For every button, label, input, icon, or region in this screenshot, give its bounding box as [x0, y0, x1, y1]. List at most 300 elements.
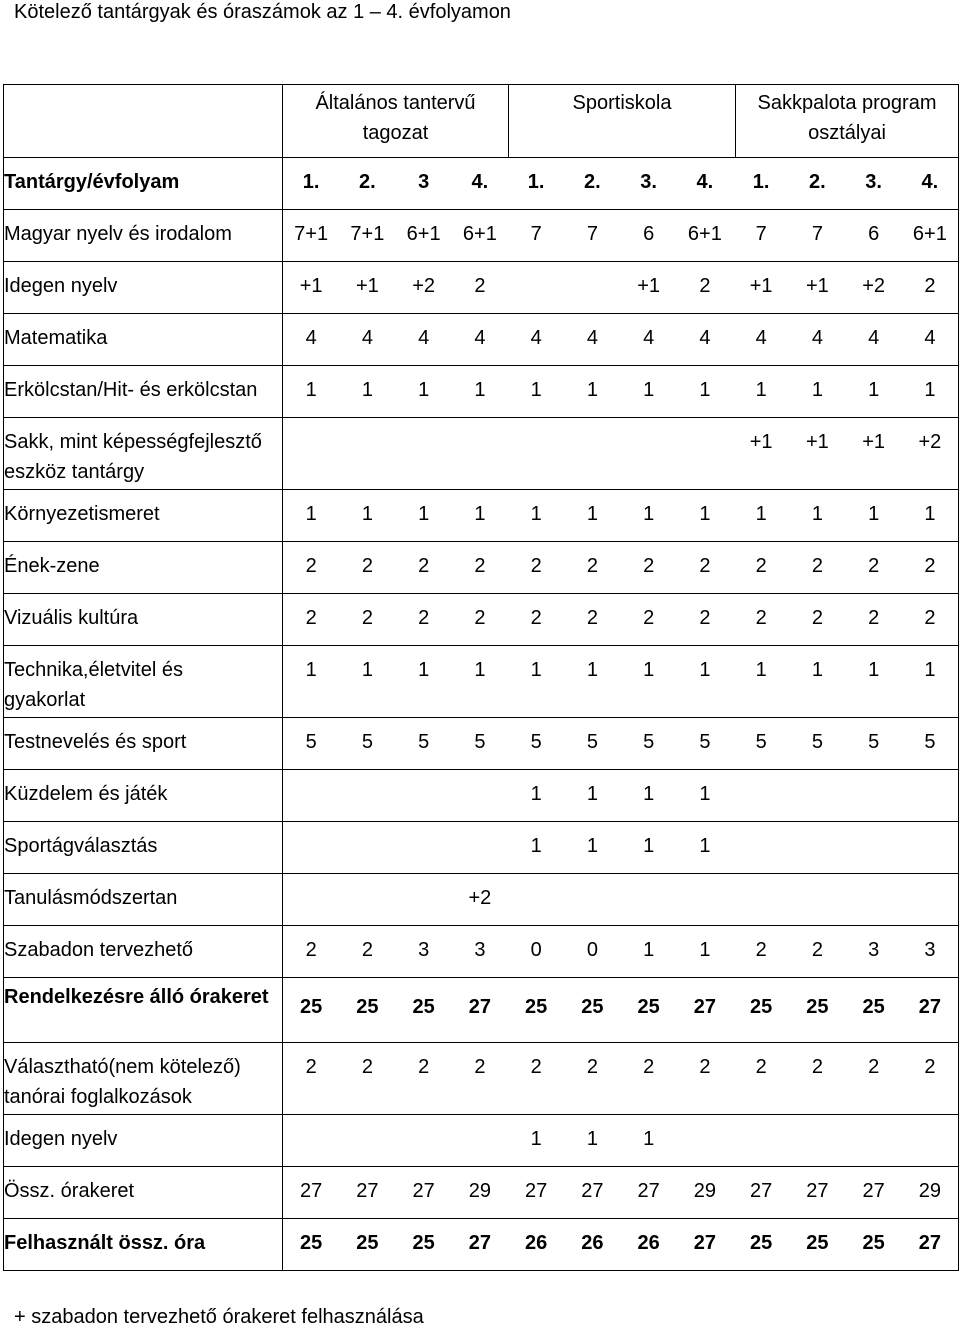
- hours-value: 2: [305, 1056, 317, 1078]
- table-row: [4, 874, 959, 926]
- page-title: Kötelező tantárgyak és óraszámok az 1 – 4. évfolyamon: [14, 1, 511, 23]
- program-chess-header: [736, 85, 959, 158]
- hours-value: 1: [530, 835, 542, 857]
- hours-value: 25: [412, 996, 435, 1018]
- hours-value: [339, 883, 395, 926]
- hours-value: 4: [586, 327, 598, 349]
- hours-value: 4: [361, 327, 373, 349]
- subject-name: Tanulásmódszertan: [4, 887, 178, 909]
- grade-header-cell: 3.: [640, 171, 657, 193]
- hours-value: [902, 831, 958, 874]
- subject-cell: [4, 418, 283, 490]
- hours-value: 27: [862, 1180, 885, 1202]
- subject-name: Magyar nyelv és irodalom: [4, 223, 232, 245]
- subject-name: Felhasznált össz. óra: [4, 1232, 206, 1254]
- subject-cell: [4, 822, 283, 874]
- hours-value: 2: [474, 1056, 486, 1078]
- hours-value: 27: [412, 1180, 435, 1202]
- hours-value: 25: [356, 996, 379, 1018]
- hours-value: 27: [750, 1180, 773, 1202]
- table-row: [4, 1219, 959, 1271]
- hours-value: [564, 427, 620, 490]
- hours-value: 1: [811, 659, 823, 681]
- hours-value: +1: [805, 431, 829, 453]
- hours-value: +1: [355, 275, 379, 297]
- hours-value: [789, 1124, 845, 1167]
- hours-value: 25: [412, 1232, 435, 1254]
- hours-value: 27: [693, 1232, 716, 1254]
- hours-value: +2: [468, 887, 492, 909]
- hours-value: 5: [924, 731, 936, 753]
- hours-value: +1: [749, 431, 773, 453]
- hours-cell: [283, 542, 959, 594]
- hours-value: [283, 427, 339, 490]
- hours-value: 1: [868, 659, 880, 681]
- subject-name: Idegen nyelv: [4, 1128, 118, 1150]
- hours-value: 5: [811, 731, 823, 753]
- hours-value: 1: [474, 659, 486, 681]
- hours-value: 2: [699, 607, 711, 629]
- hours-cell: [283, 926, 959, 978]
- hours-value: 5: [699, 731, 711, 753]
- hours-value: 2: [361, 555, 373, 577]
- hours-value: 1: [699, 939, 711, 961]
- hours-value: [846, 883, 902, 926]
- grade-header-cell: 3: [418, 171, 430, 193]
- hours-value: [508, 271, 564, 314]
- hours-value: 5: [643, 731, 655, 753]
- hours-value: 27: [356, 1180, 379, 1202]
- subject-cell: [4, 874, 283, 926]
- subject-cell: [4, 926, 283, 978]
- subject-cell: [4, 366, 283, 418]
- hours-value: [846, 831, 902, 874]
- hours-value: 2: [811, 939, 823, 961]
- table-row: [4, 366, 959, 418]
- subject-name: Testnevelés és sport: [4, 731, 187, 753]
- hours-value: +1: [862, 431, 886, 453]
- hours-value: [508, 883, 564, 926]
- hours-value: [508, 427, 564, 490]
- table-row: [4, 978, 959, 1043]
- hours-value: 3: [868, 939, 880, 961]
- hours-value: 5: [755, 731, 767, 753]
- hours-value: +1: [299, 275, 323, 297]
- hours-cell: [283, 594, 959, 646]
- hours-value: [789, 831, 845, 874]
- hours-cell: [283, 1219, 959, 1271]
- subject-name: Erkölcstan/Hit- és erkölcstan: [4, 379, 258, 401]
- hours-value: 26: [581, 1232, 604, 1254]
- subject-cell: [4, 1167, 283, 1219]
- hours-value: 6+1: [687, 223, 722, 245]
- hours-cell: [283, 874, 959, 926]
- hours-value: 1: [305, 659, 317, 681]
- hours-value: [283, 779, 339, 822]
- table-row: [4, 926, 959, 978]
- hours-value: 25: [806, 996, 829, 1018]
- footnote: + szabadon tervezhető órakeret felhasználása: [14, 1306, 424, 1328]
- hours-value: 3: [924, 939, 936, 961]
- grade-header-cell: 1.: [302, 171, 320, 193]
- hours-value: 2: [361, 1056, 373, 1078]
- hours-value: [564, 271, 620, 314]
- hours-value: 6+1: [912, 223, 947, 245]
- hours-value: [339, 779, 395, 822]
- hours-value: 2: [418, 607, 430, 629]
- program-chess-line2: osztályai: [808, 122, 886, 144]
- program-general-header: [283, 85, 509, 158]
- hours-value: 27: [581, 1180, 604, 1202]
- hours-value: [396, 1124, 452, 1167]
- hours-value: 29: [693, 1180, 716, 1202]
- subject-name: Idegen nyelv: [4, 275, 118, 297]
- hours-value: 2: [811, 607, 823, 629]
- grade-header-values: [283, 158, 959, 210]
- hours-value: 2: [643, 1056, 655, 1078]
- hours-value: [789, 779, 845, 822]
- hours-value: 5: [305, 731, 317, 753]
- hours-value: 5: [361, 731, 373, 753]
- hours-value: 2: [755, 1056, 767, 1078]
- hours-cell: [283, 822, 959, 874]
- hours-value: 27: [806, 1180, 829, 1202]
- hours-value: 5: [474, 731, 486, 753]
- hours-value: 2: [305, 555, 317, 577]
- subject-name: Össz. órakeret: [4, 1180, 135, 1202]
- hours-cell: [283, 1167, 959, 1219]
- hours-value: [677, 883, 733, 926]
- hours-value: 7: [755, 223, 767, 245]
- table-row: [4, 542, 959, 594]
- hours-cell: [283, 1043, 959, 1115]
- subject-name: tanórai foglalkozások: [4, 1086, 192, 1108]
- hours-value: 1: [361, 503, 373, 525]
- hours-value: 1: [643, 835, 655, 857]
- hours-value: [283, 831, 339, 874]
- hours-value: [452, 831, 508, 874]
- hours-cell: [283, 314, 959, 366]
- subject-cell: [4, 1115, 283, 1167]
- hours-value: 27: [300, 1180, 323, 1202]
- hours-cell: [283, 262, 959, 314]
- subject-name: Küzdelem és játék: [4, 783, 168, 805]
- hours-value: 25: [862, 996, 885, 1018]
- hours-value: 2: [811, 555, 823, 577]
- program-header-row: [4, 85, 959, 158]
- subject-name: Szabadon tervezhető: [4, 939, 194, 961]
- table-row: [4, 1043, 959, 1115]
- hours-value: 1: [586, 659, 598, 681]
- hours-value: 2: [924, 275, 936, 297]
- hours-value: 25: [300, 996, 323, 1018]
- hours-value: 1: [643, 659, 655, 681]
- table-row: [4, 490, 959, 542]
- hours-value: 6+1: [462, 223, 497, 245]
- hours-value: +2: [412, 275, 436, 297]
- hours-value: 2: [305, 939, 317, 961]
- hours-value: 1: [868, 503, 880, 525]
- hours-value: 25: [862, 1232, 885, 1254]
- hours-value: 2: [868, 1056, 880, 1078]
- hours-value: [339, 831, 395, 874]
- hours-value: +1: [749, 275, 773, 297]
- program-sport-header: [509, 85, 736, 158]
- hours-value: 27: [468, 1232, 491, 1254]
- hours-value: 26: [637, 1232, 660, 1254]
- program-sport-line1: Sportiskola: [572, 92, 672, 114]
- grade-header-label: Tantárgy/évfolyam: [4, 158, 283, 210]
- hours-value: 5: [586, 731, 598, 753]
- hours-value: 4: [643, 327, 655, 349]
- subject-name: Sakk, mint képességfejlesztő: [4, 431, 262, 453]
- hours-value: +1: [805, 275, 829, 297]
- hours-value: 0: [530, 939, 542, 961]
- hours-value: 1: [924, 379, 936, 401]
- table-row: [4, 210, 959, 262]
- subject-hours-table: [3, 84, 959, 1271]
- hours-value: 3: [418, 939, 430, 961]
- table-row: [4, 1167, 959, 1219]
- hours-value: 4: [755, 327, 767, 349]
- hours-value: 7: [530, 223, 542, 245]
- hours-value: 25: [750, 996, 773, 1018]
- hours-value: 1: [586, 379, 598, 401]
- grade-header-cell: 1.: [527, 171, 545, 193]
- hours-value: [902, 1124, 958, 1167]
- subject-cell: [4, 646, 283, 718]
- hours-value: 27: [468, 996, 491, 1018]
- subject-cell: [4, 718, 283, 770]
- hours-value: 27: [918, 1232, 941, 1254]
- table-row: [4, 262, 959, 314]
- hours-value: 2: [699, 555, 711, 577]
- hours-value: 2: [474, 555, 486, 577]
- hours-cell: [283, 1115, 959, 1167]
- subject-cell: [4, 594, 283, 646]
- grade-header-cell: 1.: [752, 171, 770, 193]
- hours-value: 7: [586, 223, 598, 245]
- hours-value: +2: [862, 275, 886, 297]
- hours-value: [396, 831, 452, 874]
- hours-value: [902, 779, 958, 822]
- hours-value: 7+1: [294, 223, 329, 245]
- hours-value: 1: [924, 659, 936, 681]
- subject-name: Választható(nem kötelező): [4, 1056, 241, 1078]
- hours-value: 1: [305, 503, 317, 525]
- hours-value: [677, 427, 733, 490]
- hours-value: 29: [918, 1180, 941, 1202]
- hours-value: 1: [305, 379, 317, 401]
- table-row: [4, 718, 959, 770]
- grade-header-cell: 3.: [865, 171, 882, 193]
- hours-value: 2: [643, 607, 655, 629]
- hours-value: 6+1: [406, 223, 441, 245]
- hours-cell: [283, 418, 959, 490]
- hours-value: 27: [693, 996, 716, 1018]
- hours-cell: [283, 490, 959, 542]
- subject-name: Sportágválasztás: [4, 835, 158, 857]
- hours-value: 2: [755, 555, 767, 577]
- hours-value: [902, 883, 958, 926]
- grade-header-row: [4, 158, 959, 210]
- program-general-line1: Általános tantervű: [315, 92, 476, 114]
- hours-value: 2: [868, 555, 880, 577]
- subject-cell: [4, 542, 283, 594]
- hours-value: 6: [868, 223, 880, 245]
- hours-value: [339, 1124, 395, 1167]
- hours-value: 2: [305, 607, 317, 629]
- hours-value: +2: [918, 431, 942, 453]
- subject-cell: [4, 1043, 283, 1115]
- hours-value: 25: [806, 1232, 829, 1254]
- hours-value: 1: [418, 379, 430, 401]
- empty-corner-cell: [4, 85, 283, 158]
- hours-value: 2: [530, 607, 542, 629]
- hours-value: 1: [418, 503, 430, 525]
- hours-value: 1: [530, 783, 542, 805]
- hours-value: 1: [643, 1128, 655, 1150]
- hours-value: 2: [586, 607, 598, 629]
- hours-value: 1: [586, 783, 598, 805]
- hours-value: 29: [468, 1180, 491, 1202]
- hours-value: 1: [474, 503, 486, 525]
- subject-name: Technika,életvitel és: [4, 659, 183, 681]
- subject-name: Környezetismeret: [4, 503, 160, 525]
- hours-value: 25: [581, 996, 604, 1018]
- hours-value: 2: [418, 555, 430, 577]
- hours-value: 1: [755, 503, 767, 525]
- hours-value: [733, 1124, 789, 1167]
- hours-value: 4: [868, 327, 880, 349]
- hours-value: 2: [699, 275, 711, 297]
- subject-cell: [4, 770, 283, 822]
- hours-value: 2: [924, 1056, 936, 1078]
- hours-value: [621, 427, 677, 490]
- table-row: [4, 1115, 959, 1167]
- hours-value: 1: [643, 939, 655, 961]
- hours-value: 1: [474, 379, 486, 401]
- hours-value: 1: [699, 379, 711, 401]
- hours-value: [396, 779, 452, 822]
- hours-value: [789, 883, 845, 926]
- hours-value: 4: [418, 327, 430, 349]
- hours-value: 2: [361, 939, 373, 961]
- hours-cell: [283, 210, 959, 262]
- grade-header-cell: 2.: [359, 171, 376, 193]
- hours-value: [564, 883, 620, 926]
- hours-value: 2: [868, 607, 880, 629]
- hours-value: 4: [699, 327, 711, 349]
- hours-cell: [283, 978, 959, 1043]
- hours-value: 1: [530, 503, 542, 525]
- grade-header-cell: 2.: [809, 171, 826, 193]
- subject-cell: [4, 262, 283, 314]
- hours-value: +1: [637, 275, 661, 297]
- subject-cell: [4, 210, 283, 262]
- hours-value: 2: [361, 607, 373, 629]
- subject-cell: [4, 978, 283, 1043]
- hours-cell: [283, 646, 959, 718]
- hours-cell: [283, 770, 959, 822]
- grade-header-cell: 4.: [921, 171, 939, 193]
- hours-value: 25: [300, 1232, 323, 1254]
- hours-value: 4: [811, 327, 823, 349]
- hours-value: 2: [418, 1056, 430, 1078]
- hours-value: 1: [586, 503, 598, 525]
- hours-value: [283, 1124, 339, 1167]
- hours-value: 2: [924, 607, 936, 629]
- hours-value: 2: [530, 1056, 542, 1078]
- hours-value: 4: [474, 327, 486, 349]
- hours-value: [283, 883, 339, 926]
- hours-value: 1: [811, 503, 823, 525]
- hours-value: 1: [699, 835, 711, 857]
- hours-value: 0: [586, 939, 598, 961]
- hours-value: [339, 427, 395, 490]
- hours-value: 7: [811, 223, 823, 245]
- hours-value: 1: [530, 659, 542, 681]
- hours-value: 2: [643, 555, 655, 577]
- hours-cell: [283, 718, 959, 770]
- hours-value: [846, 1124, 902, 1167]
- hours-value: 1: [924, 503, 936, 525]
- hours-value: 1: [699, 659, 711, 681]
- hours-value: 1: [586, 835, 598, 857]
- subject-cell: [4, 490, 283, 542]
- grade-header-cell: 2.: [584, 171, 601, 193]
- hours-value: [452, 779, 508, 822]
- table-row: [4, 418, 959, 490]
- subject-name: Rendelkezésre álló órakeret: [4, 986, 269, 1008]
- hours-value: 1: [643, 503, 655, 525]
- hours-value: 3: [474, 939, 486, 961]
- hours-value: 27: [637, 1180, 660, 1202]
- hours-value: 26: [525, 1232, 548, 1254]
- program-chess-line1: Sakkpalota program: [757, 92, 937, 114]
- hours-value: 25: [750, 1232, 773, 1254]
- hours-value: 1: [868, 379, 880, 401]
- subject-cell: [4, 1219, 283, 1271]
- hours-value: 5: [868, 731, 880, 753]
- hours-value: 1: [699, 503, 711, 525]
- hours-value: 2: [586, 1056, 598, 1078]
- hours-value: 27: [525, 1180, 548, 1202]
- hours-value: [396, 883, 452, 926]
- subject-name: Ének-zene: [4, 555, 100, 577]
- hours-value: 2: [474, 275, 486, 297]
- hours-value: 1: [811, 379, 823, 401]
- hours-value: 1: [586, 1128, 598, 1150]
- hours-value: 6: [643, 223, 655, 245]
- hours-value: 2: [474, 607, 486, 629]
- subject-name: eszköz tantárgy: [4, 461, 145, 483]
- hours-value: 1: [643, 379, 655, 401]
- hours-value: 2: [699, 1056, 711, 1078]
- hours-value: [733, 883, 789, 926]
- hours-cell: [283, 366, 959, 418]
- hours-value: 1: [530, 379, 542, 401]
- hours-value: 1: [418, 659, 430, 681]
- hours-value: 1: [530, 1128, 542, 1150]
- subject-name: gyakorlat: [4, 689, 86, 711]
- grade-header-cell: 4.: [696, 171, 714, 193]
- subject-name: Matematika: [4, 327, 108, 349]
- hours-value: 25: [525, 996, 548, 1018]
- hours-value: [452, 427, 508, 490]
- program-general-line2: tagozat: [362, 122, 429, 144]
- hours-value: 1: [755, 659, 767, 681]
